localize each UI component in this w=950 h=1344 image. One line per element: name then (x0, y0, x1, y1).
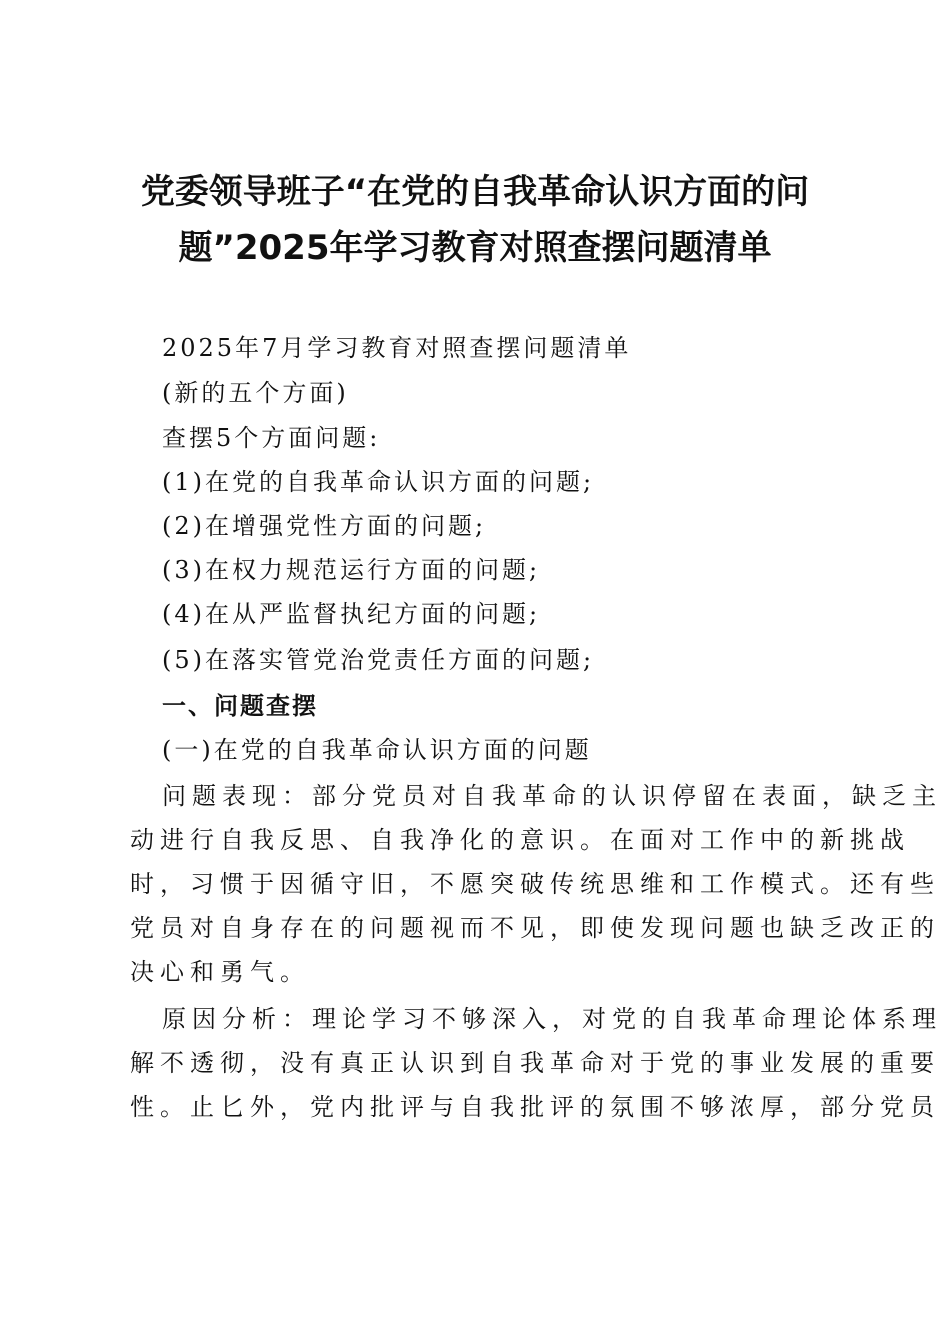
title-line: 党委领导班子“在党的自我革命认识方面的问 (140, 172, 810, 212)
section-heading: 一、问题查摆 (162, 692, 318, 720)
intro-line: 查摆5个方面问题: (162, 424, 381, 452)
paragraph-line: 原因分析：理论学习不够深入，对党的自我革命理论体系理 (162, 1005, 942, 1033)
subsection-heading: (一)在党的自我革命认识方面的问题 (162, 736, 592, 764)
paragraph-line: 决心和勇气。 (130, 958, 310, 986)
list-item: (4)在从严监督执纪方面的问题; (162, 600, 541, 628)
paragraph-line: 解不透彻，没有真正认识到自我革命对于党的事业发展的重要 (130, 1049, 940, 1077)
list-item: (3)在权力规范运行方面的问题; (162, 556, 541, 584)
intro-line: (新的五个方面) (162, 379, 349, 407)
list-item: (2)在增强党性方面的问题; (162, 512, 487, 540)
paragraph-line: 动进行自我反思、自我净化的意识。在面对工作中的新挑战 (130, 826, 910, 854)
list-item: (1)在党的自我革命认识方面的问题; (162, 468, 595, 496)
list-item: (5)在落实管党治党责任方面的问题; (162, 646, 595, 674)
paragraph-line: 性。止匕外，党内批评与自我批评的氛围不够浓厚，部分党员 (130, 1093, 940, 1121)
paragraph-line: 时，习惯于因循守旧，不愿突破传统思维和工作模式。还有些 (130, 870, 940, 898)
intro-line: 2025年7月学习教育对照查摆问题清单 (162, 334, 632, 362)
title-line: 题”2025年学习教育对照查摆问题清单 (178, 228, 772, 268)
paragraph-line: 党员对自身存在的问题视而不见，即使发现问题也缺乏改正的 (130, 914, 940, 942)
paragraph-line: 问题表现：部分党员对自我革命的认识停留在表面，缺乏主 (162, 782, 942, 810)
